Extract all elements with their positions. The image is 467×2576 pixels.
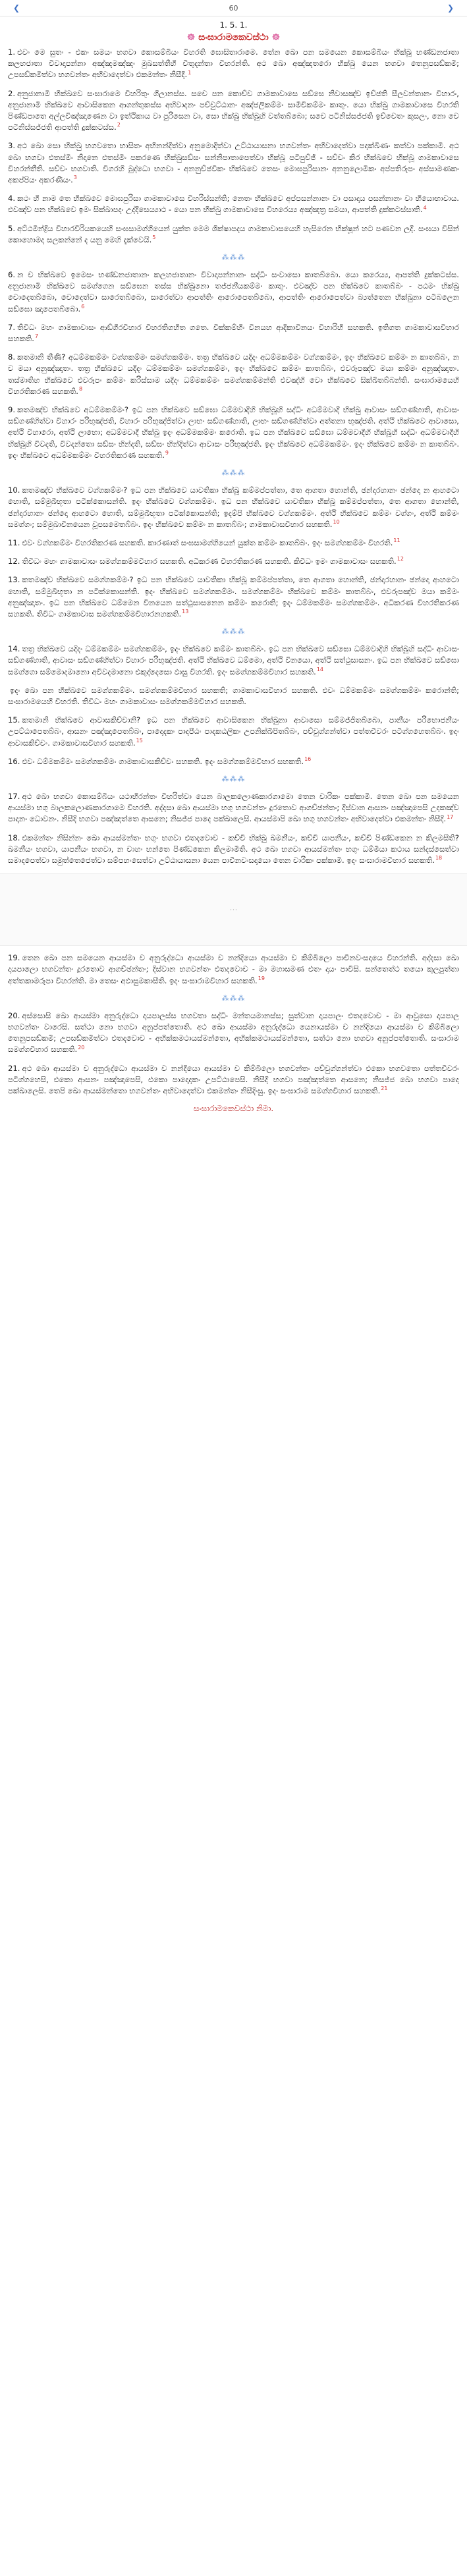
- footnote-ref[interactable]: 3: [73, 175, 77, 181]
- paragraph-number: 8.: [8, 352, 16, 362]
- paragraph-text: කතමඤ්ච භික්ඛවෙ වග්ගකම්මං? ඉධ පන භික්ඛවෙ යාවතිකා භික්ඛූ කම්මප්පත්තා, තෙ ආගතා හොන්ති, ඡන්දාරහානං ඡන්දො න ආහටො හොති, සම්මුඛීභූතා පටික්කොසන්ති. ඉදං භික්ඛවෙ වග්ගකම්මං. ඉධ පන භික්ඛවෙ යාවතිකා භික්ඛූ කම්මප්පත්තා, තෙ ආගතා හොන්ති, ඡන්දාරහානං ඡන්දො ආහටො හොති, සම්මුඛීභූතා පටික්කොසන්ති; ඉදම්පි භික්ඛවෙ වග්ගකම්මං. අත්ථි භික්ඛවෙ කම්මං වග්ගං, අත්ථි කම්මං සමග්ගං; සම්මුඛාවිනයෙන වූපසමෙතබ්බං. ඉදං භික්ඛවෙ කම්මං න කාතබ්බං; ගාමකාවාසවිහාර සහකති.: [8, 485, 459, 529]
- paragraph: [8, 685, 459, 707]
- paragraph-text: අථ ඛො ආයස්මා ච අනුරුද්ධො ආයස්මා ච නන්දියො ආයස්මා ච කිම්බිලො භගවන්තං පච්චුග්ගන්ත්වා එකො භගවතො පත්තචීවරං පටිග්ගහෙසි, එකො ආසනං පඤ්ඤාපෙසි, එකො පාදොදකං උපට්ඨාපෙසි. නිසීදි භගවා පඤ්ඤත්තෙ ආසනෙ; නිසජ්ජ ඛො භගවා පාදෙ පක්ඛාලෙසි. තෙපි ඛො ආයස්මන්තො භගවන්තං අභිවාදෙත්වා එකමන්තං නිසීදිංසු. ඉදං සංඝාරාම සමග්ගවිහාර සහකති.: [8, 1063, 459, 1095]
- document-body: [0, 43, 467, 1114]
- title-block: [0, 16, 467, 43]
- paragraph-text: තිවිධං මහං ගාමකාවාසං ආඞ්ගිරවිහාර විහරතිගහිත ගතෙ. වික්කම්හිං විනයහ ආදිකාවිනයං විහාරිහි සහකති. ඉතිගත ගාමකාවාසවිහාර සහකති.: [8, 322, 459, 344]
- paragraph-number: 20.: [8, 1010, 20, 1020]
- footnote-ref[interactable]: 5: [152, 234, 156, 240]
- paragraph: [8, 322, 459, 344]
- paragraph: [8, 556, 459, 567]
- paragraph-number: 6.: [8, 270, 16, 280]
- paragraph-text: අනුජානාමි භික්ඛවෙ සංඝාරාමෙ විහරිතුං ගිලානස්ස. සචෙ පන කොච්ච ගාමකාවාසෙ සඞ්ඝෙ නිවාසඤ්ච ඉච්ඡති සීලවන්තානං විහාරං, අනුජානාමි භික්ඛවෙ ආවාසිකෙන ආගන්තුකස්ස අභිවාදනං පච්චුට්ඨානං අඤ්ජලිකම්මං සාමීචිකම්මං කාතුං. යො භික්ඛු ගාමකාවාසෙ විහරති පිණ්ඩපාතෙ අල්ලවිඤ්ඤාණෙන වා ඉත්ථිකාය වා පුරිසෙන වා, සො භික්ඛු භික්ඛූහි වත්තබ්බො; සචෙ පටිනිස්සජ්ජති ඉච්චෙතං කුසලං, නො චෙ පටිනිස්සජ්ජති ආපත්ති දුක්කටස්ස.: [8, 88, 459, 132]
- paragraph: [8, 833, 459, 867]
- footnote-ref[interactable]: 19: [258, 975, 265, 981]
- paragraph: [8, 715, 459, 749]
- paragraph-number: 19.: [8, 953, 20, 963]
- footnote-ref[interactable]: 18: [435, 855, 443, 862]
- blank-region: [0, 873, 467, 946]
- paragraph: [8, 140, 459, 186]
- paragraph-text: අස්සොසි ඛො ආයස්මා අනුරුද්ධො දායපාලස්ස භගවතා සද්ධිං මන්තයමානස්ස; සුත්වාන දායපාලං එතදවොච - මා ආවුසො දායපාල භගවන්තං වාරෙසි. සත්ථා නො භගවා අනුප්පත්තොති. අථ ඛො ආයස්මා අනුරුද්ධො යෙනායස්මා ච නන්දියො ආයස්මා ච කිම්බිලො තෙනුපසඞ්කමි; උපසඞ්කමිත්වා එතදවොච - අභික්කමථායස්මන්තො, අභික්කමථායස්මන්තො, සත්ථා නො භගවා අනුප්පත්තොති. සංඝාරාම සමග්ගවිහාර සහකති.: [8, 1010, 459, 1055]
- paragraph-number: 17.: [8, 791, 20, 801]
- footnote-ref[interactable]: 6: [81, 303, 85, 310]
- paragraph: [8, 644, 459, 678]
- paragraph-number: 16.: [8, 756, 20, 766]
- paragraph: [8, 756, 459, 767]
- footnote-ref[interactable]: 12: [397, 556, 404, 562]
- paragraph-text: කතමානි තීණි? අධම්මකම්මං වග්ගකම්මං සමග්ගකම්මං. තත්‍ර භික්ඛවෙ යදිදං අධම්මකම්මං වග්ගකම්මං, ඉදං භික්ඛවෙ කම්මං න කාතබ්බං, න ච මයා අනුඤ්ඤාතං. තත්‍ර භික්ඛවෙ යදිදං ධම්මකම්මං සමග්ගකම්මං, ඉදං භික්ඛවෙ කම්මං කාතබ්බං, එවරූපඤ්ච මයා කම්මං අනුඤ්ඤාතං. තස්මාතිහ භික්ඛවෙ එවරූපං කම්මං කරිස්සාම යදිදං ධම්මකම්මං සමග්ගකම්මන්ති එවඤ්හි වො භික්ඛවෙ සික්ඛිතබ්බන්ති. සංඝාරාමයෙහි විහරතිකරණ සහකති.: [8, 352, 459, 396]
- paragraph-text: න ච භික්ඛවෙ ඉමෙසං භණ්ඩනජාතානං කලහජාතානං විවාදාපන්නානං සද්ධිං සංවාසො කාතබ්බො. යො කරෙය්‍ය, ආපත්ති දුක්කටස්ස. අනුජානාමි භික්ඛවෙ සමග්ගෙන සඞ්ඝෙන තස්ස භික්ඛුනො තජ්ජනීයකම්මං කාතුං. එවඤ්ච පන භික්ඛවෙ කාතබ්බං - පඨමං භික්ඛු චොදෙතබ්බො, චොදෙත්වා සාරෙතබ්බො, සාරෙත්වා ආපත්තිං ආරොපෙතබ්බො, ආපත්තිං ආරොපෙත්වා බ්‍යත්තෙන භික්ඛුනා පටිබලෙන සඞ්ඝො ඤාපෙතබ්බො.: [8, 270, 459, 314]
- paragraph: [8, 47, 459, 81]
- paragraph-text: අට්ඨමින්ද්‍රිය විහාරවිරියකයෙහි සංඝසාමග්ගියෙන් යුක්ත මෙම ශික්ෂාපදය ගාමකාවාසයෙහි හැසිරෙන භික්ෂූන් හට පණවන ලදී. සංඝයා විසින් කොහොමද සලකන්නේ ද යනු මෙහි දැක්වෙයි.: [8, 223, 459, 244]
- paragraph-text: කතමඤ්ච භික්ඛවෙ සමග්ගකම්මං? ඉධ පන භික්ඛවෙ යාවතිකා භික්ඛූ කම්මප්පත්තා, තෙ ආගතා හොන්ති, ඡන්දාරහානං ඡන්දො ආහටො හොති, සම්මුඛීභූතා න පටික්කොසන්ති. ඉදං භික්ඛවෙ සමග්ගකම්මං. සමග්ගකම්මං භික්ඛවෙ කම්මං කාතබ්බං, එවරූපඤ්ච මයා කම්මං අනුඤ්ඤාතං. ඉධ පන භික්ඛවෙ ධම්මෙන විනයෙන සත්ථුසාසනෙන කම්මං කරොති; ඉදං ධම්මකම්මං සමග්ගකම්මං. අධිකරණ විහරතිකරණ සහකති. තිවිධං ගාමකාවාස සමග්ගකම්මවිහාරනහකති.: [8, 575, 459, 618]
- page-title: [0, 32, 467, 43]
- paragraph-number: 5.: [8, 223, 16, 233]
- paragraph-text: කතමානි භික්ඛවෙ ආවාසකිච්චානි? ඉධ පන භික්ඛවෙ ආවාසිකෙන භික්ඛුනා ආවාසො සම්මජ්ජිතබ්බො, පානීයං පරිභොජනීයං උපට්ඨාපෙතබ්බං, ආසනං පඤ්ඤාපෙතබ්බං, පාදොදකං පාදපීඨං පාදකඨලිකං උපනික්ඛිපිතබ්බං, පච්චුග්ගන්ත්වා පත්තචීවරං පටිග්ගහෙතබ්බං. ඉදං ආවාසකිච්චං. ගාමකාවාසවිහාර සහකති.: [8, 715, 459, 748]
- paragraph-number: 7.: [8, 322, 16, 332]
- paragraph-text: තිවිධං මහං ගාමකාවාසං සමග්ගකම්මවිහාර සහකති. අධිකරණ විහරතිකරණ සහකති. කිවිධං ඉමං ගාමකාවාසං සහකති.: [22, 557, 397, 566]
- paragraph: [8, 404, 459, 461]
- paragraph-text: අථ ඛො භගවා කොසම්බියං යථාභිරන්තං විහරිත්වා යෙන බාලකලොණකාරගාමො තෙන චාරිකං පක්කාමි. තෙන ඛො පන සමයෙන ආයස්මා භගු බාලකලොණකාරගාමෙ විහරති. අද්දසා ඛො ආයස්මා භගු භගවන්තං දූරතොව ආගච්ඡන්තං; දිස්වාන ආසනං පඤ්ඤාපෙසි උදකඤ්ච පාදානං ධොවනං. නිසීදි භගවා පඤ්ඤත්තෙ ආසනෙ; නිසජ්ජ පාදෙ පක්ඛාලෙසි. ආයස්මාපි ඛො භගු භගවන්තං අභිවාදෙත්වා එකමන්තං නිසීදි.: [8, 791, 459, 824]
- paragraph-number: 21.: [8, 1063, 20, 1073]
- paragraph: [8, 193, 459, 215]
- paragraph-text: එවං මෙ සුතං - එකං සමයං භගවා කොසම්බියං විහරති ඝොසිතාරාමෙ. තේන ඛො පන සමයෙන කොසම්බියං භික්ඛූ භණ්ඩනජාතා කලහජාතා විවාදාපන්නා අඤ්ඤමඤ්ඤං මුඛසත්තීහි විතුදන්තා විහරන්ති. අථ ඛො අඤ්ඤතරො භික්ඛු යෙන භගවා තෙනුපසඞ්කමි; උපසඞ්කමිත්වා භගවන්තං අභිවාදෙත්වා එකමන්තං නිසීදි.: [8, 47, 459, 80]
- paragraph-text: එකමන්තං නිසින්නං ඛො ආයස්මන්තං භගුං භගවා එතදවොච - කච්චි භික්ඛු ඛමනීයං, කච්චි යාපනීයං, කච්චි පිණ්ඩකෙන න කිලමසීති? ඛමනීයං භගවා, යාපනීයං භගවා, න චාහං භන්තෙ පිණ්ඩකෙන කිලමාමීති. අථ ඛො භගවා ආයස්මන්තං භගුං ධම්මියා කථාය සන්දස්සෙත්වා සමාදපෙත්වා සමුත්තෙජෙත්වා සම්පහංසෙත්වා උට්ඨායාසනා යෙන පාචීනවංසදායො තෙන චාරිකං පක්කාමි. ඉදං සංඝාරාමවිහාර සහකති.: [8, 833, 459, 865]
- page-title-text: සංඝාරාමකෙවස්ථා: [198, 32, 269, 43]
- section-separator: ⁂⁂⁂: [221, 468, 246, 478]
- paragraph-text: එවං වග්ගකම්මං විහරතිකරණ සහකති. කාරණාත් සංඝසාමග්ගියෙන් යුක්ත කම්මං කාතබ්බං. ඉදං සමග්ගකම්මං විහරති.: [22, 537, 393, 547]
- footnote-ref[interactable]: 4: [423, 204, 427, 211]
- paragraph-text: එවං ධම්මකම්මං සමග්ගකම්මං ගාමකාවාසකිච්චං සහකති. ඉදං සමග්ගකම්මවිහාර සහකති.: [22, 756, 304, 766]
- footnote-ref[interactable]: 8: [78, 386, 83, 393]
- paragraph-number: 14.: [8, 644, 20, 654]
- dharma-wheel-icon: ☸: [186, 32, 196, 43]
- paragraph-text: තෙන ඛො පන සමයෙන ආයස්මා ච අනුරුද්ධො ආයස්මා ච නන්දියො ආයස්මා ච කිම්බිලො පාචීනවංසදායෙ විහරන්ති. අද්දසා ඛො දායපාලො භගවන්තං දූරතොව ආගච්ඡන්තං; දිස්වාන භගවන්තං එතදවොච - මා මහාසමණ එතං දායං පාවිසි. සන්තෙත්ථ තයො කුලපුත්තා අත්තකාමරූපා විහරන්ති. මා තෙසං අඵාසුමකාසීති. ඉදං සංඝාරාමවිහාර සහකති.: [8, 953, 459, 985]
- page-number: 60: [229, 3, 238, 13]
- paragraph-number: 12.: [8, 557, 20, 566]
- footnote-ref[interactable]: 16: [304, 755, 312, 762]
- paragraph: [8, 88, 459, 134]
- section-separator: ⁂⁂⁂: [221, 627, 246, 636]
- footnote-ref[interactable]: 2: [117, 122, 121, 128]
- continuation-marker: ⋯: [229, 905, 238, 915]
- next-page-button[interactable]: ❯: [447, 3, 454, 13]
- footnote-ref[interactable]: 20: [78, 1044, 85, 1051]
- paragraph: [8, 537, 459, 549]
- footnote-ref[interactable]: 17: [447, 813, 454, 820]
- footnote-ref[interactable]: 9: [165, 450, 169, 456]
- paragraph: [8, 791, 459, 825]
- paragraph-number: 4.: [8, 194, 16, 204]
- footnote-ref[interactable]: 10: [333, 518, 340, 525]
- paragraph-number: 11.: [8, 537, 20, 547]
- paragraph: [8, 352, 459, 397]
- paragraph-number: 18.: [8, 833, 20, 842]
- paragraph-number: 9.: [8, 405, 16, 415]
- top-nav-bar: [0, 0, 467, 16]
- section-end-title: සංඝාරාමකෙවස්ථා නිමා.: [193, 1104, 274, 1114]
- paragraph-number: 3.: [8, 141, 16, 151]
- footnote-ref[interactable]: 7: [34, 333, 39, 340]
- paragraph: [8, 574, 459, 620]
- paragraph: [8, 269, 459, 315]
- footnote-ref[interactable]: 14: [316, 666, 324, 672]
- paragraph-text: කථං හි නාම තෙ භික්ඛවෙ මොඝපුරිසා ගාමකාවාසෙ විහරිස්සන්ති; නෙතං භික්ඛවෙ අප්පසන්නානං වා පසාදාය පසන්නානං වා භියොභාවාය. එවඤ්ච පන භික්ඛවෙ ඉමං සික්ඛාපදං උද්දිසෙය්‍යාථ - යො පන භික්ඛු ගාමකාවාසෙ විහරෙය්‍ය අඤ්ඤත්‍ර සමයා, ආපත්ති දුක්කටස්සාති.: [8, 194, 459, 215]
- footnote-ref[interactable]: 21: [381, 1085, 388, 1092]
- footnote-ref[interactable]: 15: [136, 737, 143, 744]
- section-separator: ⁂⁂⁂: [221, 774, 246, 783]
- paragraph-number: 2.: [8, 88, 16, 98]
- section-number: 1. 5. 1.: [219, 20, 248, 30]
- footnote-ref[interactable]: 1: [188, 69, 192, 76]
- section-separator: ⁂⁂⁂: [221, 993, 246, 1002]
- paragraph-text: ඉදං ඛො පන භික්ඛවෙ සමග්ගකම්මං. සමග්ගකම්මවිහාර සහකති; ගාමකාවාසවිහාර සහකති. එවං ධම්මකම්මං සමග්ගකම්මං කරොන්ති; සංඝාරාමයෙහි විහරති. තිවිධං මහං ගාමකාවාසං සමග්ගකම්මවිහාර සහකති.: [8, 685, 459, 706]
- section-separator: ⁂⁂⁂: [221, 253, 246, 262]
- paragraph: [8, 952, 459, 987]
- paragraph: [8, 223, 459, 246]
- paragraph-number: 1.: [8, 47, 16, 57]
- paragraph-text: කතමඤ්ච භික්ඛවෙ අධම්මකම්මං? ඉධ පන භික්ඛවෙ සඞ්ඝො ධම්මවාදීහි භික්ඛූහි සද්ධිං අධම්මවාදී භික්ඛු ආවාසං සඞ්ගණ්හාති, ආවාසං සඞ්ගණ්හිත්වා විහාරං පරිභුඤ්ජති, විහාරං පරිභුඤ්ජිත්වා ලාභං සඞ්ගණ්හාති, ලාභං සඞ්ගණ්හිත්වා අත්තනා භුඤ්ජති. අත්ථි භික්ඛවෙ ආවාසො, අත්ථි විහාරො, අත්ථි ලාභො; අධම්මවාදී භික්ඛු ඉදං අධම්මකම්මං කරොති. ඉධ පන භික්ඛවෙ සඞ්ඝො ධම්මවාදීහි භික්ඛූහි සද්ධිං අධම්මවාදීහි භික්ඛූහි විවදති, විවදන්තො සඞ්ඝං භින්දති, සඞ්ඝං භින්දිත්වා ආවාසං පරිභුඤ්ජති. ඉදං භික්ඛවෙ අධම්මකම්මං. ඉදං භික්ඛවෙ කම්මං න කාතබ්බං. ඉදං භික්ඛවෙ අධම්මකම්මං විහරතිකරණ සහකති.: [8, 405, 459, 460]
- footnote-ref[interactable]: 13: [182, 609, 189, 615]
- dharma-wheel-icon: ☸: [271, 32, 281, 43]
- paragraph: [8, 1010, 459, 1056]
- paragraph-text: තත්‍ර භික්ඛවෙ යදිදං ධම්මකම්මං සමග්ගකම්මං, ඉදං භික්ඛවෙ කම්මං කාතබ්බං. ඉධ පන භික්ඛවෙ සඞ්ඝො ධම්මවාදීහි භික්ඛූහි සද්ධිං ආවාසං සඞ්ගණ්හාති, ආවාසං සඞ්ගණ්හිත්වා විහාරං පරිභුඤ්ජති. අත්ථි භික්ඛවෙ ධම්මො, අත්ථි විනයො, අත්ථි සත්ථුසාසනං. ඉධ පන භික්ඛවෙ සඞ්ඝො සමග්ගො සම්මොදමානො අවිවදමානො එකුද්දෙසො ඵාසු විහරති. ඉදං සමග්ගකම්මවිහාර සහකති.: [8, 644, 459, 676]
- footnote-ref[interactable]: 11: [393, 537, 400, 544]
- paragraph-number: 10.: [8, 485, 20, 495]
- paragraph: [8, 1063, 459, 1097]
- paragraph-number: 13.: [8, 575, 20, 585]
- prev-page-button[interactable]: ❮: [13, 3, 20, 13]
- paragraph: [8, 485, 459, 530]
- paragraph-number: 15.: [8, 715, 20, 725]
- paragraph-text: අථ ඛො සො භික්ඛු භගවතො භාසිතං අභිනන්දිත්වා අනුමොදිත්වා උට්ඨායාසනා භගවන්තං අභිවාදෙත්වා පදක්ඛිණං කත්වා පක්කාමි. අථ ඛො භගවා එතස්මිං නිදානෙ එතස්මිං පකරණෙ භික්ඛුසඞ්ඝං සන්නිපාතාපෙත්වා භික්ඛූ පටිපුච්ඡි - සච්චං කිර භික්ඛවෙ භික්ඛූ ගාමකාවාසෙ විහරන්තීති. සච්චං භගවාති. විගරහි බුද්ධො භගවා - අනනුච්ඡවිකං භික්ඛවෙ තෙසං මොඝපුරිසානං අනනුලොමිකං අප්පතිරූපං අස්සාමණකං අකප්පියං අකරණීයං.: [8, 141, 459, 185]
